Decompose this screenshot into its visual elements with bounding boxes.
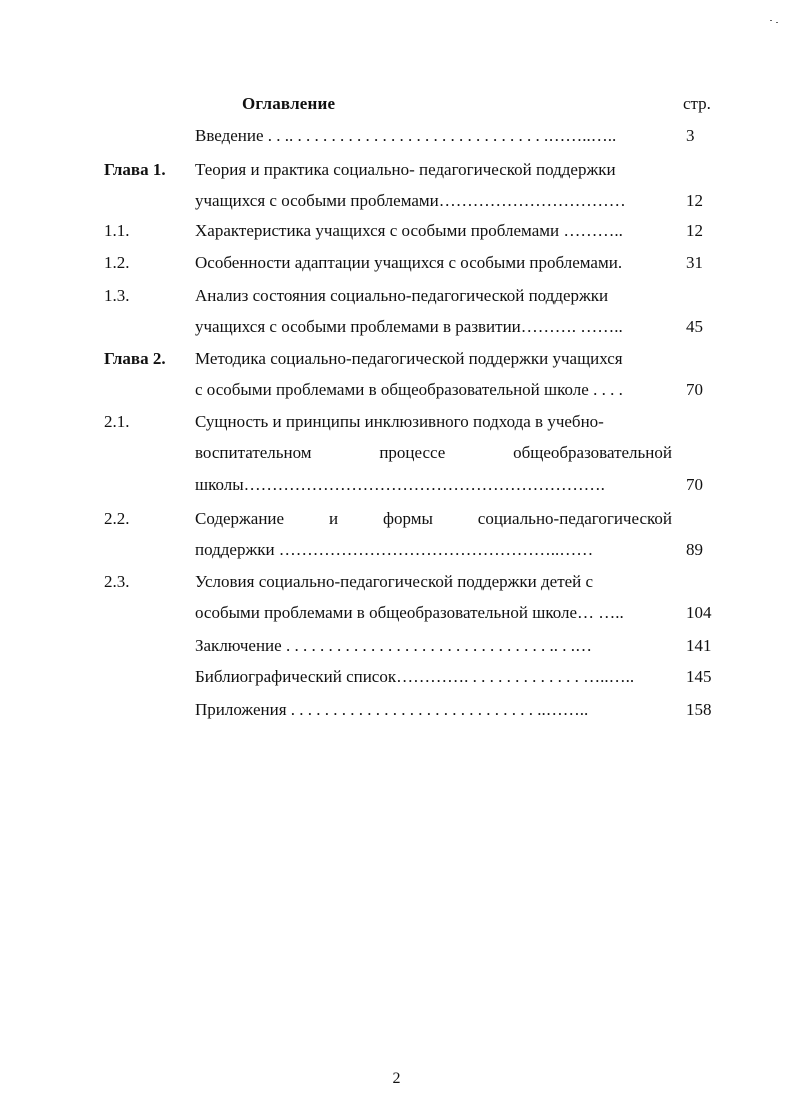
toc-entry-2-1 xyxy=(0,408,793,436)
toc-entry-2-1-cont2 xyxy=(0,471,793,499)
entry-text: воспитательном процессе общеобразовательной xyxy=(195,443,672,462)
section-number: 2.3. xyxy=(104,572,130,591)
entry-text: Библиографический список…………. . . . . . . . . . . . . . …..….. xyxy=(195,667,635,686)
entry-text: Заключение . . . . . . . . . . . . . . . . . . . . . . . . . . . . . . . .. . .… xyxy=(195,636,592,655)
entry-text: Сущность и принципы инклюзивного подхода в учебно- xyxy=(195,412,604,431)
section-number: 1.2. xyxy=(104,253,130,272)
toc-entry-conclusion xyxy=(0,632,793,660)
entry-text: Методика социально-педагогической поддержки учащихся xyxy=(195,349,623,368)
entry-page: 45 xyxy=(686,317,703,336)
toc-entry-bibliography xyxy=(0,663,793,691)
toc-entry-2-3 xyxy=(0,568,793,596)
entry-page: 70 xyxy=(686,380,703,399)
entry-text: учащихся с особыми проблемами…………………………… xyxy=(195,191,626,210)
entry-text: Анализ состояния социально-педагогической поддержки xyxy=(195,286,609,305)
entry-text: Теория и практика социально- педагогической поддержки xyxy=(195,160,616,179)
section-number: 2.1. xyxy=(104,412,130,431)
entry-page: 12 xyxy=(686,221,703,240)
toc-entry-2-2-cont xyxy=(0,536,793,564)
toc-entry-1-3 xyxy=(0,282,793,310)
entry-text: Содержание и формы социально-педагогической xyxy=(195,509,672,528)
entry-page: 104 xyxy=(686,603,712,622)
entry-page: 141 xyxy=(686,636,712,655)
toc-entry-1-1 xyxy=(0,217,793,245)
entry-text: поддержки …………………………………………..…… xyxy=(195,540,594,559)
toc-entry-intro xyxy=(0,122,793,150)
toc-entry-chapter2-cont xyxy=(0,376,793,404)
toc-entry-chapter1 xyxy=(0,156,793,184)
page-column-header: стр. xyxy=(683,94,711,113)
entry-text: Характеристика учащихся с особыми проблемами ……….. xyxy=(195,221,623,240)
chapter-label: Глава 2. xyxy=(104,349,166,368)
toc-title: Оглавление xyxy=(242,94,336,113)
entry-text: с особыми проблемами в общеобразовательной школе . . . . xyxy=(195,380,623,399)
entry-page: 12 xyxy=(686,191,703,210)
toc-entry-chapter2 xyxy=(0,345,793,373)
toc-entry-2-2 xyxy=(0,505,793,533)
entry-page: 89 xyxy=(686,540,703,559)
scan-speck xyxy=(776,22,778,23)
entry-text: Приложения . . . . . . . . . . . . . . . . . . . . . . . . . . . . . ..…….. xyxy=(195,700,589,719)
toc-entry-1-3-cont xyxy=(0,313,793,341)
toc-entry-2-1-cont xyxy=(0,439,793,467)
toc-entry-appendix xyxy=(0,696,793,724)
entry-text: учащихся с особыми проблемами в развитии………. …….. xyxy=(195,317,623,336)
entry-text: школы………………………………………………………. xyxy=(195,475,605,494)
toc-entry-chapter1-cont xyxy=(0,187,793,215)
scan-speck xyxy=(770,20,772,21)
entry-page: 145 xyxy=(686,667,712,686)
entry-page: 3 xyxy=(686,126,695,145)
entry-page: 158 xyxy=(686,700,712,719)
section-number: 1.1. xyxy=(104,221,130,240)
entry-text: особыми проблемами в общеобразовательной школе… ….. xyxy=(195,603,624,622)
page-number: 2 xyxy=(392,1070,401,1087)
chapter-label: Глава 1. xyxy=(104,160,166,179)
entry-page: 31 xyxy=(686,253,703,272)
entry-text: Введение . . .. . . . . . . . . . . . . . . . . . . . . . . . . . . . . . .……..….. xyxy=(195,126,617,145)
toc-entry-2-3-cont xyxy=(0,599,793,627)
section-number: 2.2. xyxy=(104,509,130,528)
entry-page: 70 xyxy=(686,475,703,494)
toc-entry-1-2 xyxy=(0,249,793,277)
entry-text: Особенности адаптации учащихся с особыми проблемами. xyxy=(195,253,623,272)
section-number: 1.3. xyxy=(104,286,130,305)
entry-text: Условия социально-педагогической поддержки детей с xyxy=(195,572,594,591)
